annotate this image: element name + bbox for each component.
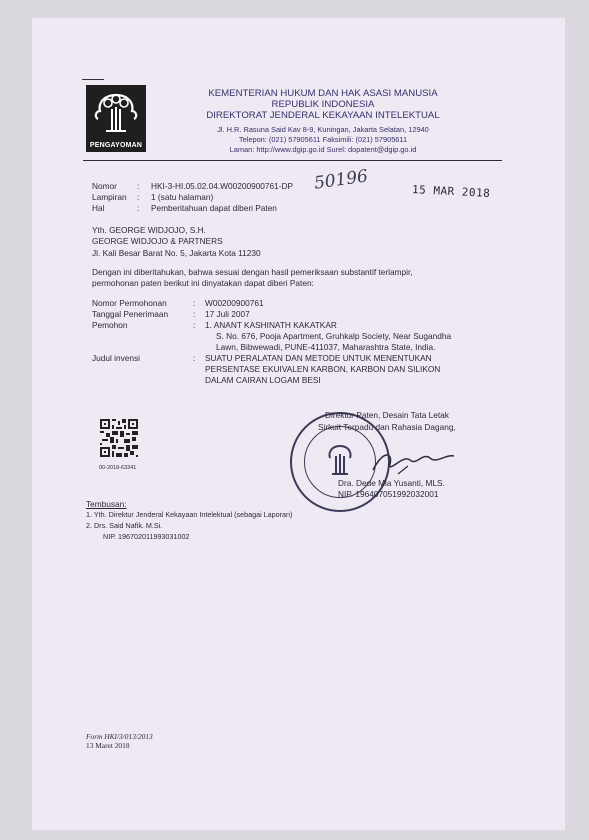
- qr-code: [100, 419, 138, 457]
- colon: :: [137, 181, 140, 191]
- judul-line2: PERSENTASE EKUIVALEN KARBON, KARBON DAN SILIKON: [205, 364, 441, 374]
- header-rule: [83, 160, 502, 161]
- hal-label: Hal: [92, 203, 105, 213]
- handwritten-number: 50196: [312, 166, 370, 194]
- tree-emblem-icon: [86, 85, 146, 139]
- office-address: Jl. H.R. Rasuna Said Kav 8-9, Kuningan, Jakarta Selatan, 12940: [217, 125, 429, 134]
- tanggal-value: 17 Juli 2007: [205, 309, 250, 319]
- body-text-line2: permohonan paten berikut ini dinyatakan dapat diberi Paten:: [92, 278, 314, 288]
- form-number: Form HKI/3/013/2013: [86, 732, 153, 741]
- cc-item-2: 2. Drs. Said Nafik. M.Si.: [86, 521, 163, 530]
- judul-line1: SUATU PERALATAN DAN METODE UNTUK MENENTUKAN: [205, 353, 432, 363]
- date-stamp: 15 MAR 2018: [411, 182, 491, 201]
- permohonan-value: W00200900761: [205, 298, 264, 308]
- republic-name: REPUBLIK INDONESIA: [271, 99, 375, 110]
- colon: :: [193, 353, 196, 363]
- colon: :: [193, 320, 196, 330]
- pemohon-address1: S. No. 676, Pooja Apartment, Gruhkalp Society, Near Sugandha: [216, 331, 452, 341]
- pemohon-name: 1. ANANT KASHINATH KAKATKAR: [205, 320, 337, 330]
- office-phone: Telepon: (021) 57905611 Faksimili: (021) 57905611: [238, 135, 408, 144]
- office-web: Laman: http://www.dgip.go.id Surel: dopatent@dgip.go.id: [229, 145, 417, 154]
- signatory-nip: NIP. 196407051992032001: [338, 489, 439, 499]
- pemohon-address2: Lawn, Bibwewadi, PUNE-411037, Maharashtra State, India.: [216, 342, 436, 352]
- signatory-title2: Sirkuit Terpadu dan Rahasia Dagang,: [318, 422, 456, 432]
- cc-item-2-nip: NIP. 196702011993031002: [103, 532, 190, 541]
- nomor-value: HKI-3-HI.05.02.04.W00200900761-DP: [151, 181, 294, 191]
- signatory-name: Dra. Dede Mia Yusanti, MLS.: [338, 478, 445, 488]
- nomor-label: Nomor: [92, 181, 117, 191]
- cc-item-1: 1. Yth. Direktur Jenderal Kekayaan Intelektual (sebagai Laporan): [86, 510, 293, 519]
- handwritten-signature: [368, 440, 458, 480]
- body-text-line1: Dengan ini diberitahukan, bahwa sesuai dengan hasil pemeriksaan substantif terlampir,: [92, 267, 413, 277]
- tanggal-label: Tanggal Penerimaan: [92, 309, 169, 319]
- permohonan-label: Nomor Permohonan: [92, 298, 167, 308]
- hal-value: Pemberitahuan dapat diberi Paten: [151, 203, 277, 213]
- colon: :: [137, 192, 140, 202]
- pengayoman-logo: [86, 85, 146, 152]
- logo-caption: PENGAYOMAN: [86, 139, 146, 152]
- addressee-address: Jl. Kali Besar Barat No. 5, Jakarta Kota 11230: [92, 248, 261, 258]
- stamp-emblem-icon: [320, 440, 360, 480]
- directorate-name: DIREKTORAT JENDERAL KEKAYAAN INTELEKTUAL: [206, 110, 440, 121]
- judul-label: Judul invensi: [92, 353, 140, 363]
- cc-heading: Tembusan:: [86, 499, 127, 509]
- qr-code-label: 00-2018-63341: [99, 465, 137, 471]
- judul-line3: DALAM CAIRAN LOGAM BESI: [205, 375, 321, 385]
- signatory-title1: Direktur Paten, Desain Tata Letak: [325, 410, 449, 420]
- colon: :: [137, 203, 140, 213]
- addressee-name: Yth. GEORGE WIDJOJO, S.H.: [92, 225, 206, 235]
- pen-mark: [82, 79, 104, 80]
- lampiran-value: 1 (satu halaman): [151, 192, 214, 202]
- addressee-firm: GEORGE WIDJOJO & PARTNERS: [92, 236, 223, 246]
- colon: :: [193, 298, 196, 308]
- form-date: 13 Maret 2018: [86, 741, 130, 750]
- ministry-name: KEMENTERIAN HUKUM DAN HAK ASASI MANUSIA: [208, 88, 438, 99]
- qr-code-icon: [100, 419, 138, 457]
- pemohon-label: Pemohon: [92, 320, 128, 330]
- lampiran-label: Lampiran: [92, 192, 127, 202]
- colon: :: [193, 309, 196, 319]
